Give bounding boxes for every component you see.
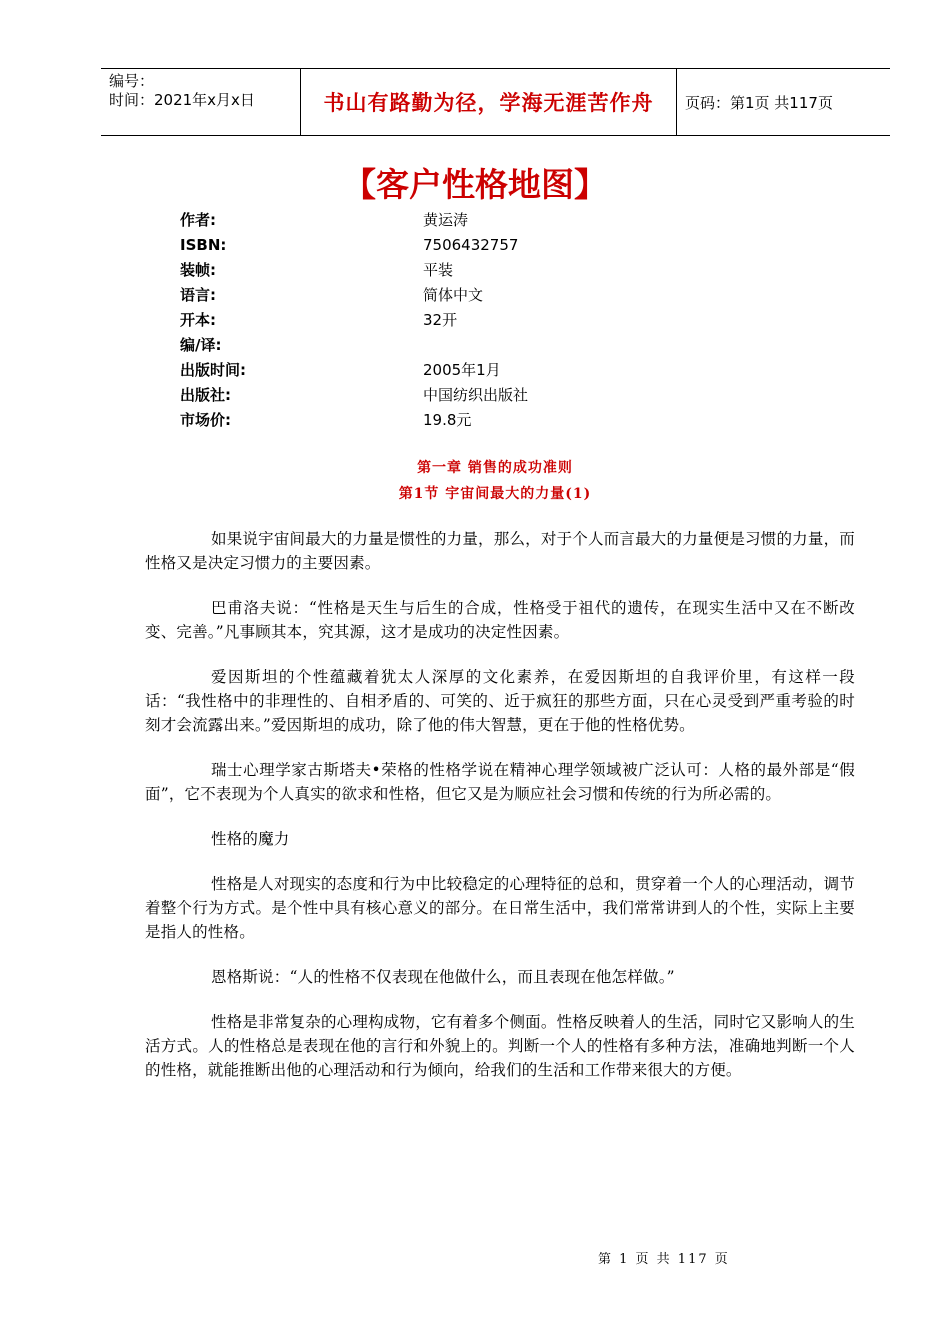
- paragraph: 性格是人对现实的态度和行为中比较稳定的心理特征的总和，贯穿着一个人的心理活动，调节着整个行为方式。是个性中具有核心意义的部分。在日常生活中，我们常常讲到人的个性，实际上主要是指人的性格。: [145, 875, 855, 941]
- meta-row-isbn: [180, 233, 740, 258]
- document-title: 【客户性格地图】: [343, 165, 607, 204]
- section-heading: 第1节 宇宙间最大的力量(1): [398, 486, 592, 502]
- paragraph: 性格是非常复杂的心理构成物，它有着多个侧面。性格反映着人的生活，同时它又影响人的生活方式。人的性格总是表现在他的言行和外貌上的。判断一个人的性格有多种方法，准确地判断一个人的性格，就能推断出他的心理活动和行为倾向，给我们的生活和工作带来很大的方便。: [145, 1013, 855, 1079]
- subheading-paragraph: 性格的魔力: [211, 830, 290, 848]
- meta-key: 编/译:: [180, 336, 222, 354]
- document-header: [101, 68, 890, 136]
- meta-row-publish-date: [180, 358, 740, 383]
- meta-value: 黄运涛: [423, 211, 469, 229]
- meta-value: 7506432757: [423, 236, 519, 254]
- meta-row-language: [180, 283, 740, 308]
- meta-row-price: [180, 408, 740, 433]
- body-text: [145, 527, 855, 1103]
- meta-key: 开本:: [180, 311, 216, 329]
- chapter-heading: 第一章 销售的成功准则: [417, 460, 573, 476]
- page-footer: 第 1 页 共 117 页: [598, 1252, 730, 1267]
- time-label: 时间：2021年x月x日: [109, 91, 255, 109]
- motto-text: 书山有路勤为径，学海无涯苦作舟: [323, 91, 654, 115]
- meta-key: ISBN:: [180, 236, 227, 254]
- meta-row-author: [180, 208, 740, 233]
- meta-key: 市场价:: [180, 411, 231, 429]
- meta-value: 简体中文: [423, 286, 484, 304]
- paragraph: 巴甫洛夫说：“性格是天生与后生的合成，性格受于祖代的遗传，在现实生活中又在不断改变、完善。”凡事顾其本，究其源，这才是成功的决定性因素。: [145, 599, 855, 641]
- meta-key: 作者:: [180, 211, 216, 229]
- meta-value: 19.8元: [423, 411, 472, 429]
- meta-row-format: [180, 308, 740, 333]
- header-left-cell: [101, 69, 301, 135]
- meta-value: 中国纺织出版社: [423, 386, 529, 404]
- meta-value: 32开: [423, 311, 458, 329]
- meta-value: 平装: [423, 261, 454, 279]
- paragraph: 恩格斯说：“人的性格不仅表现在他做什么，而且表现在他怎样做。”: [211, 968, 675, 986]
- meta-value: 2005年1月: [423, 361, 501, 379]
- paragraph: 爱因斯坦的个性蕴藏着犹太人深厚的文化素养，在爱因斯坦的自我评价里，有这样一段话：“我性格中的非理性的、自相矛盾的、可笑的、近于疯狂的那些方面，只在心灵受到严重考验的时刻才会流露出来。”爱因斯坦的成功，除了他的伟大智慧，更在于他的性格优势。: [145, 668, 855, 734]
- meta-key: 语言:: [180, 286, 216, 304]
- paragraph: 瑞士心理学家古斯塔夫•荣格的性格学说在精神心理学领域被广泛认可：人格的最外部是“假面”，它不表现为个人真实的欲求和性格，但它又是为顺应社会习惯和传统的行为所必需的。: [145, 761, 855, 803]
- meta-key: 装帧:: [180, 261, 216, 279]
- page-code: 页码：第1页 共117页: [685, 93, 833, 112]
- book-metadata: [180, 208, 740, 433]
- meta-row-publisher: [180, 383, 740, 408]
- meta-key: 出版时间:: [180, 361, 246, 379]
- meta-row-translator: [180, 333, 740, 358]
- number-label: 编号：: [109, 72, 155, 90]
- meta-value: [423, 333, 740, 358]
- paragraph: 如果说宇宙间最大的力量是惯性的力量，那么，对于个人而言最大的力量便是习惯的力量，而性格又是决定习惯力的主要因素。: [145, 530, 855, 572]
- meta-key: 出版社:: [180, 386, 231, 404]
- meta-row-binding: [180, 258, 740, 283]
- header-page-cell: [677, 69, 890, 135]
- header-motto-cell: [301, 69, 677, 135]
